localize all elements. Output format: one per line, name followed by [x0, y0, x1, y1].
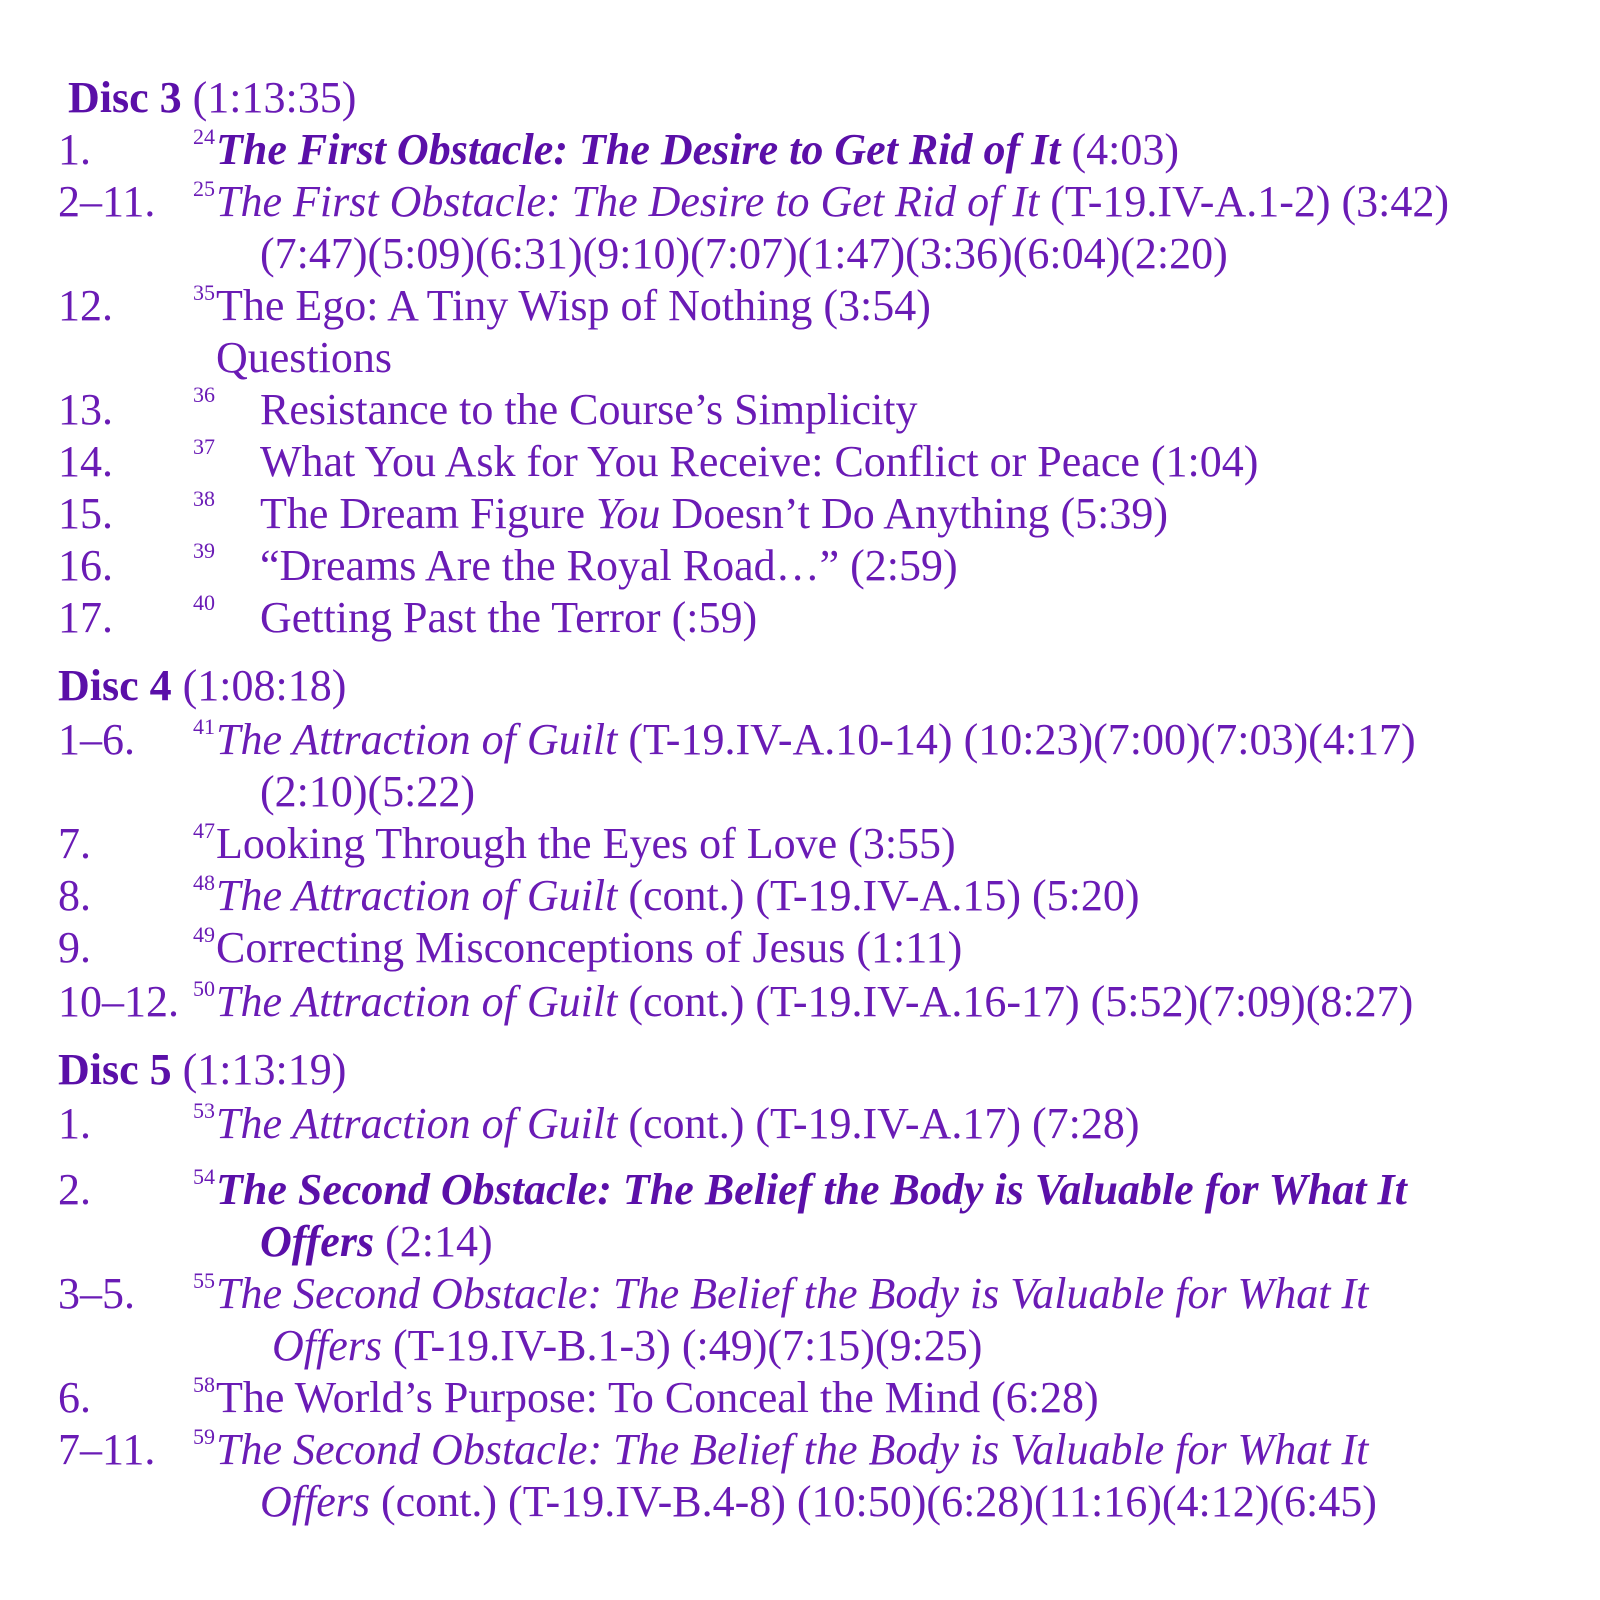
track-title: The Second Obstacle: The Belief the Body is Valuable for What It	[216, 1425, 1369, 1474]
track-title: The Second Obstacle: The Belief the Body is Valuable for What It	[216, 1165, 1407, 1214]
disc-5-heading	[58, 1044, 346, 1096]
track-detail: (cont.) (T-19.IV-A.16-17) (5:52)(7:09)(8:27)	[617, 977, 1414, 1026]
track-detail: (T-19.IV-B.1-3) (:49)(7:15)(9:25)	[382, 1321, 983, 1370]
track-detail: (cont.) (T-19.IV-B.4-8) (10:50)(6:28)(11:16)(4:12)(6:45)	[370, 1477, 1377, 1526]
footnote-number: 41	[193, 714, 215, 739]
footnote-number: 58	[193, 1372, 215, 1397]
track-continuation: (7:47)(5:09)(6:31)(9:10)(7:07)(1:47)(3:36)(6:04)(2:20)	[260, 229, 1228, 278]
footnote-number: 47	[193, 818, 215, 843]
track-detail: (T-19.IV-A.1-2) (3:42)	[1039, 177, 1450, 226]
track-continuation: (2:10)(5:22)	[260, 767, 476, 816]
track-number: 1–6.	[58, 715, 135, 764]
footnote-number: 53	[193, 1098, 215, 1123]
track-number: 17.	[58, 593, 113, 642]
footnote-number: 49	[193, 922, 215, 947]
footnote-number: 55	[193, 1268, 215, 1293]
footnote-number: 50	[193, 976, 215, 1001]
disc-duration: (1:08:18)	[182, 661, 347, 710]
footnote-number: 24	[193, 124, 215, 149]
track-detail: (2:14)	[374, 1217, 493, 1266]
track-title-part: Doesn’t Do Anything (5:39)	[660, 489, 1169, 538]
track-detail: (cont.) (T-19.IV-A.17) (7:28)	[617, 1099, 1140, 1148]
footnote-number: 54	[193, 1164, 215, 1189]
track-number: 2–11.	[58, 177, 156, 226]
track-title: What You Ask for You Receive: Conflict or Peace (1:04)	[260, 437, 1259, 486]
track-number: 15.	[58, 489, 113, 538]
track-title: The Ego: A Tiny Wisp of Nothing (3:54)	[216, 281, 931, 330]
track-title: The Second Obstacle: The Belief the Body is Valuable for What It	[216, 1269, 1369, 1318]
track-title-part: The Dream Figure	[260, 489, 596, 538]
footnote-number: 39	[193, 538, 215, 563]
track-title: The Attraction of Guilt	[216, 715, 618, 764]
track-number: 16.	[58, 541, 113, 590]
disc-label: Disc 4	[58, 661, 172, 710]
footnote-number: 36	[193, 382, 215, 407]
track-title: The First Obstacle: The Desire to Get Rid of It	[216, 177, 1040, 226]
disc-label: Disc 5	[58, 1045, 172, 1094]
track-number: 6.	[58, 1373, 91, 1422]
track-title: Resistance to the Course’s Simplicity	[260, 385, 918, 434]
track-number: 13.	[58, 385, 113, 434]
footnote-number: 37	[193, 434, 215, 459]
track-number: 2.	[58, 1165, 91, 1214]
track-number: 3–5.	[58, 1269, 135, 1318]
track-detail: (T-19.IV-A.10-14) (10:23)(7:00)(7:03)(4:17)	[617, 715, 1416, 764]
track-number: 7.	[58, 819, 91, 868]
footnote-number: 35	[193, 280, 215, 305]
track-title: Getting Past the Terror (:59)	[260, 593, 758, 642]
footnote-number: 40	[193, 590, 215, 615]
section-heading-questions: Questions	[216, 333, 392, 382]
footnote-number: 25	[193, 176, 215, 201]
disc-label: Disc 3	[68, 73, 182, 122]
track-title: The World’s Purpose: To Conceal the Mind (6:28)	[216, 1373, 1099, 1422]
track-title-emphasis: You	[596, 489, 661, 538]
track-title-continuation: Offers	[260, 1217, 375, 1266]
track-number: 7–11.	[58, 1425, 156, 1474]
disc-duration: (1:13:35)	[192, 73, 357, 122]
track-detail: (cont.) (T-19.IV-A.15) (5:20)	[617, 871, 1140, 920]
track-number: 14.	[58, 437, 113, 486]
track-title: “Dreams Are the Royal Road…” (2:59)	[260, 541, 958, 590]
footnote-number: 59	[193, 1424, 215, 1449]
track-title: The Attraction of Guilt	[216, 1099, 618, 1148]
track-title: The First Obstacle: The Desire to Get Rid of It	[216, 125, 1061, 174]
track-title: The Attraction of Guilt	[216, 871, 618, 920]
track-number: 1.	[58, 1099, 91, 1148]
footnote-number: 48	[193, 870, 215, 895]
track-detail: (4:03)	[1060, 125, 1180, 174]
track-number: 1.	[58, 125, 91, 174]
disc-4-heading	[58, 660, 346, 712]
disc-duration: (1:13:19)	[182, 1045, 347, 1094]
track-number: 9.	[58, 923, 91, 972]
track-title-continuation: Offers	[272, 1321, 382, 1370]
disc-3-heading	[68, 72, 356, 124]
track-number: 8.	[58, 871, 91, 920]
track-title: Looking Through the Eyes of Love (3:55)	[216, 819, 956, 868]
track-title-continuation: Offers	[260, 1477, 370, 1526]
track-title: The Attraction of Guilt	[216, 977, 618, 1026]
footnote-number: 38	[193, 486, 215, 511]
track-number: 12.	[58, 281, 113, 330]
track-number: 10–12.	[58, 977, 179, 1026]
track-title: Correcting Misconceptions of Jesus (1:11)	[216, 923, 963, 972]
